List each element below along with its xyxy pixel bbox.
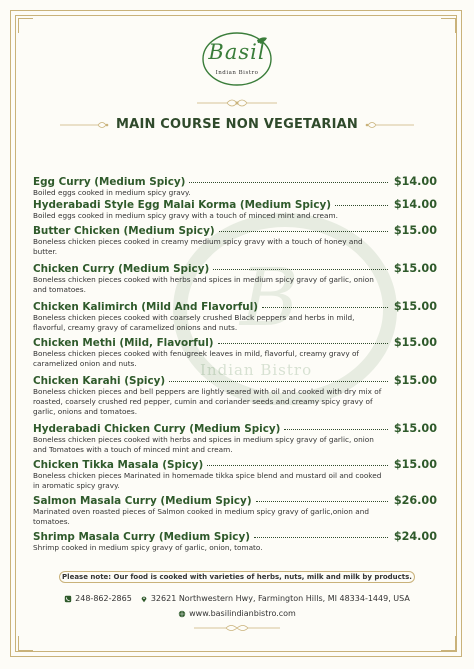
menu-item	[33, 422, 437, 455]
dot-leader	[213, 269, 388, 270]
menu-item-description: Boneless chicken pieces cooked with coarsely crushed Black peppers and herbs in mild, flavorful, creamy gravy of caramelized onions and nuts.	[33, 313, 355, 332]
menu-item-description: Boiled eggs cooked in medium spicy gravy with a touch of minced mint and cream.	[33, 211, 338, 220]
menu-item-description: Boneless chicken pieces cooked in creamy medium spicy gravy with a touch of honey and butter.	[33, 237, 363, 256]
phone-contact[interactable]	[64, 594, 132, 603]
menu-item-price: $15.00	[393, 422, 437, 435]
menu-item-header	[33, 336, 437, 349]
menu-item-description: Shrimp cooked in medium spicy gravy of garlic, onion, tomato.	[33, 543, 263, 552]
menu-item	[33, 262, 437, 295]
menu-item-description: Boiled eggs cooked in medium spicy gravy.	[33, 188, 191, 197]
dot-leader	[189, 182, 387, 183]
dot-leader	[207, 465, 388, 466]
menu-item	[33, 300, 437, 333]
menu-item-price: $15.00	[393, 262, 437, 275]
menu-item	[33, 374, 437, 417]
dot-leader	[256, 501, 388, 502]
menu-item-price: $14.00	[393, 175, 437, 188]
menu-item-header	[33, 262, 437, 275]
website-link[interactable]	[178, 609, 296, 618]
menu-item-description: Marinated oven roasted pieces of Salmon cooked in medium spicy gravy of garlic,onion and tomatoes.	[33, 507, 369, 526]
allergy-note: Please note: Our food is cooked with varieties of herbs, nuts, milk and milk by products.	[59, 571, 415, 583]
logo-subtitle: Indian Bistro	[215, 70, 259, 76]
menu-item-price: $24.00	[393, 530, 437, 543]
website-url: www.basilindianbistro.com	[189, 609, 296, 618]
menu-item-price: $15.00	[393, 374, 437, 387]
menu-item-name: Shrimp Masala Curry (Medium Spicy)	[33, 531, 250, 543]
address-contact	[140, 594, 410, 603]
menu-item-price: $15.00	[393, 224, 437, 237]
menu-item-price: $14.00	[393, 198, 437, 211]
menu-item-header	[33, 374, 437, 387]
svg-text:B: B	[240, 251, 299, 344]
menu-item-header	[33, 300, 437, 313]
logo-name: Basil	[208, 40, 266, 64]
menu-item-header	[33, 530, 437, 543]
menu-item-description: Boneless chicken pieces cooked with herbs and spices in medium spicy gravy of garlic, onion and tomatoes.	[33, 275, 374, 294]
phone-icon	[64, 595, 72, 603]
map-pin-icon	[140, 595, 148, 603]
menu-item-description: Boneless chicken pieces Marinated in homemade tikka spice blend and mustard oil and cooked in aromatic spicy gravy.	[33, 471, 382, 490]
dot-leader	[169, 381, 388, 382]
corner-ornament	[441, 636, 456, 651]
menu-item	[33, 458, 437, 491]
menu-item-description: Boneless chicken pieces and bell peppers are lightly seared with oil and cooked with dry mix of roasted, coarsely crushed red pepper, cumin and coriander seeds and creamy spicy gravy of garlic, onions and tomatoes.	[33, 387, 382, 416]
title-flourish-right-icon	[364, 119, 416, 131]
dot-leader	[284, 429, 387, 430]
menu-item-description: Boneless chicken pieces cooked with herbs and spices in medium spicy gravy of garlic, onion and Tomatoes with a touch of minced mint and cream.	[33, 435, 374, 454]
menu-item-price: $15.00	[393, 336, 437, 349]
menu-item-header	[33, 198, 437, 211]
menu-item-name: Hyderabadi Style Egg Malai Korma (Medium Spicy)	[33, 199, 332, 211]
dot-leader	[219, 231, 388, 232]
dot-leader	[262, 307, 388, 308]
menu-item-name: Chicken Tikka Masala (Spicy)	[33, 459, 204, 471]
menu-item-header	[33, 494, 437, 507]
menu-item	[33, 198, 437, 221]
bottom-ornament-icon	[192, 622, 282, 634]
menu-item-header	[33, 458, 437, 471]
menu-item-description: Boneless chicken pieces cooked with fenugreek leaves in mild, flavorful, creamy gravy of caramelized onion and nuts.	[33, 349, 360, 368]
corner-ornament	[18, 18, 33, 33]
dot-leader	[218, 343, 388, 344]
menu-item	[33, 530, 437, 553]
menu-item-name: Salmon Masala Curry (Medium Spicy)	[33, 495, 252, 507]
section-title: MAIN COURSE NON VEGETARIAN	[116, 117, 358, 132]
menu-item-name: Egg Curry (Medium Spicy)	[33, 176, 186, 188]
phone-number: 248-862-2865	[75, 594, 132, 603]
logo	[187, 30, 287, 88]
menu-item-name: Chicken Kalimirch (Mild And Flavorful)	[33, 301, 259, 313]
menu-item	[33, 175, 437, 198]
menu-item-name: Chicken Karahi (Spicy)	[33, 375, 166, 387]
watermark-text: Indian Bistro	[200, 361, 313, 379]
globe-icon	[178, 610, 186, 618]
menu-item-name: Butter Chicken (Medium Spicy)	[33, 225, 215, 237]
dot-leader	[254, 537, 388, 538]
menu-item-price: $26.00	[393, 494, 437, 507]
corner-ornament	[441, 18, 456, 33]
corner-ornament	[18, 636, 33, 651]
dot-leader	[335, 205, 388, 206]
address-text: 32621 Northwestern Hwy, Farmington Hills, MI 48334-1449, USA	[150, 594, 410, 603]
divider-ornament-icon	[195, 96, 279, 110]
menu-item	[33, 224, 437, 257]
menu-item-header	[33, 422, 437, 435]
menu-item-header	[33, 175, 437, 188]
menu-item	[33, 336, 437, 369]
contact-bar	[46, 594, 428, 603]
menu-item-price: $15.00	[393, 300, 437, 313]
menu-item-name: Hyderabadi Chicken Curry (Medium Spicy)	[33, 423, 281, 435]
menu-item-price: $15.00	[393, 458, 437, 471]
menu-item	[33, 494, 437, 527]
website-row	[0, 609, 474, 620]
menu-item-name: Chicken Curry (Medium Spicy)	[33, 263, 210, 275]
menu-item-header	[33, 224, 437, 237]
menu-item-name: Chicken Methi (Mild, Flavorful)	[33, 337, 214, 349]
